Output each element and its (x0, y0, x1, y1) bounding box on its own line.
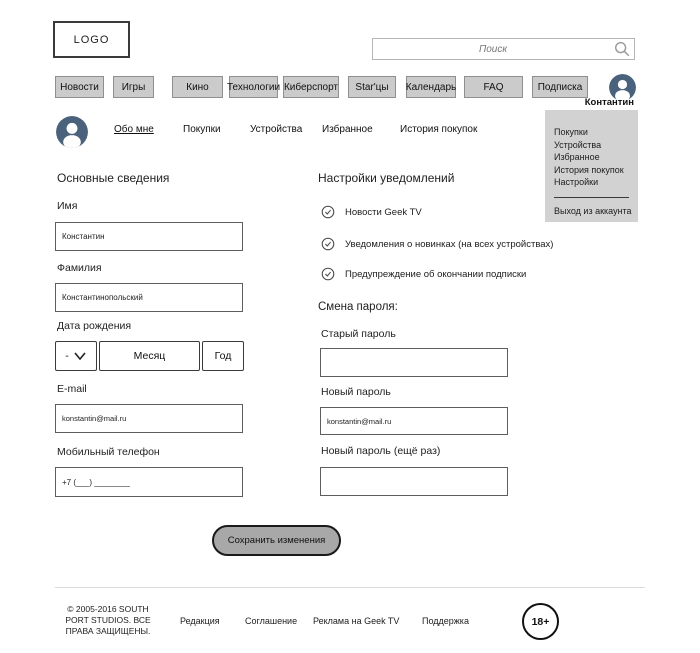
name-input[interactable] (56, 223, 242, 250)
menu-item-settings[interactable]: Настройки (554, 177, 599, 187)
age-rating-badge: 18+ (522, 603, 559, 640)
nav-esports-button[interactable]: Киберспорт (283, 76, 339, 98)
repeat-password-label: Новый пароль (ещё раз) (321, 445, 441, 457)
footer-link-agreement[interactable]: Соглашение (245, 616, 298, 626)
notifications-title: Настройки уведомлений (318, 171, 455, 185)
check-circle-icon (321, 237, 335, 251)
surname-input[interactable] (56, 284, 242, 311)
nav-subscribe-button[interactable]: Подписка (532, 76, 588, 98)
email-input[interactable] (56, 405, 242, 432)
day-select-value: - (65, 350, 69, 362)
old-password-label: Старый пароль (321, 328, 396, 340)
phone-input[interactable] (56, 468, 242, 496)
search-input[interactable] (373, 39, 613, 59)
phone-field-wrap (55, 467, 243, 497)
nav-faq-button[interactable]: FAQ (464, 76, 523, 98)
surname-label: Фамилия (57, 262, 102, 274)
menu-item-devices[interactable]: Устройства (554, 139, 602, 150)
logo[interactable]: LOGO (53, 21, 130, 58)
notification-label: Уведомления о новинках (на всех устройствах) (345, 238, 554, 250)
footer-link-support[interactable]: Поддержка (422, 616, 469, 626)
basic-info-title: Основные сведения (57, 171, 170, 185)
old-password-input[interactable] (321, 349, 507, 376)
notification-option-new-releases[interactable] (321, 237, 553, 251)
old-password-field-wrap (320, 348, 508, 377)
footer-link-advertising[interactable]: Реклама на Geek TV (313, 616, 400, 626)
username-label: Контантин (584, 97, 634, 108)
birthdate-label: Дата рождения (57, 320, 132, 332)
email-label: E-mail (57, 383, 87, 395)
check-circle-icon (321, 205, 335, 219)
menu-item-purchases[interactable]: Покупки (554, 127, 588, 137)
tab-history[interactable]: История покупок (400, 124, 478, 135)
notification-label: Новости Geek TV (345, 206, 422, 218)
menu-item-logout[interactable]: Выход из аккаунта (554, 205, 632, 216)
copyright-text: © 2005-2016 SOUTH PORT STUDIOS. ВСЕ ПРАВА ЗАЩИЩЕНЫ. (65, 604, 151, 636)
nav-tech-button[interactable]: Технологии (229, 76, 278, 98)
month-select-label: Месяц (133, 350, 166, 362)
new-password-field-wrap (320, 407, 508, 435)
notification-option-news[interactable] (321, 205, 422, 219)
nav-news-button[interactable]: Новости (55, 76, 104, 98)
check-circle-icon (321, 267, 335, 281)
email-field-wrap (55, 404, 243, 433)
notification-label: Предупреждение об окончании подписки (345, 268, 527, 280)
phone-label: Мобильный телефон (57, 446, 160, 458)
nav-calendar-button[interactable]: Календарь (406, 76, 456, 98)
notification-option-subscription-end[interactable] (321, 267, 526, 281)
menu-item-favorites[interactable]: Избранное (554, 152, 600, 162)
footer-divider (55, 587, 645, 588)
tab-devices[interactable]: Устройства (250, 124, 303, 135)
search-bar (372, 38, 635, 60)
footer-link-editorial[interactable]: Редакция (180, 616, 220, 626)
month-select[interactable] (99, 341, 200, 371)
nav-games-button[interactable]: Игры (113, 76, 154, 98)
day-select[interactable] (55, 341, 97, 371)
profile-avatar-icon (56, 116, 88, 148)
menu-divider (554, 197, 629, 198)
new-password-label: Новый пароль (321, 386, 391, 398)
name-label: Имя (57, 200, 78, 212)
year-select-label: Год (214, 350, 232, 362)
tab-about[interactable]: Обо мне (114, 124, 154, 135)
new-password-input[interactable] (321, 408, 507, 434)
nav-movies-button[interactable]: Кино (172, 76, 223, 98)
repeat-password-field-wrap (320, 467, 508, 496)
search-icon[interactable] (613, 40, 631, 58)
name-field-wrap (55, 222, 243, 251)
year-select[interactable] (202, 341, 244, 371)
chevron-down-icon (73, 351, 87, 361)
surname-field-wrap (55, 283, 243, 312)
tab-favorites[interactable]: Избранное (322, 124, 373, 135)
nav-startsy-button[interactable]: Star'цы (348, 76, 396, 98)
account-dropdown-menu (545, 110, 638, 222)
menu-item-history[interactable]: История покупок (554, 164, 624, 175)
repeat-password-input[interactable] (321, 468, 507, 495)
password-title: Смена пароля: (318, 301, 398, 313)
save-changes-button[interactable]: Сохранить изменения (212, 525, 341, 556)
tab-purchases[interactable]: Покупки (183, 124, 221, 135)
